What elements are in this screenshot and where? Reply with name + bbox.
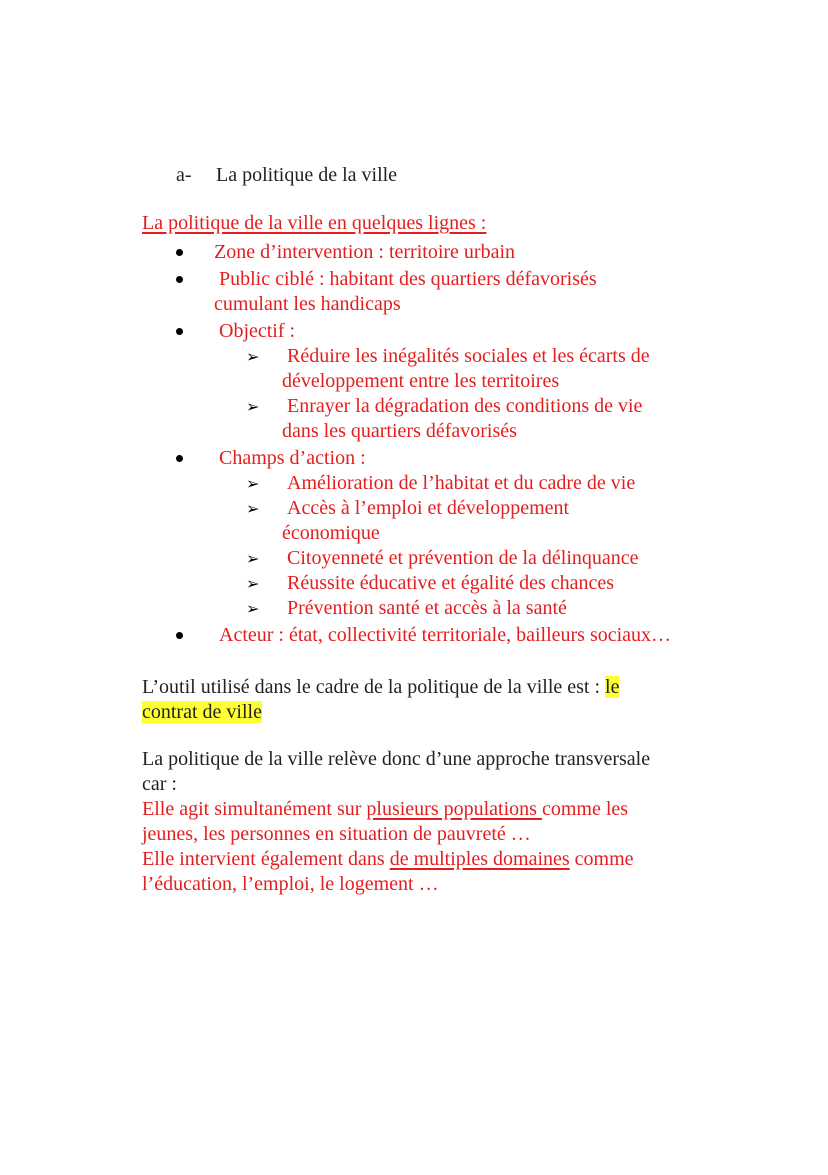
- populations-underlined: plusieurs populations: [366, 798, 542, 820]
- populations-text-after: comme les: [541, 798, 629, 820]
- arrowhead-icon: ➢: [246, 397, 260, 416]
- objectif-sublist: [214, 344, 828, 444]
- sub-item-line1: Prévention santé et accès à la santé: [287, 597, 567, 619]
- sub-item: [214, 471, 662, 496]
- domaines-underlined: de multiples domaines: [389, 848, 570, 870]
- populations-text-line2: jeunes, les personnes en situation de pauvreté …: [142, 823, 531, 845]
- transversal-paragraph: [142, 747, 702, 897]
- bullet-dot-icon: [176, 455, 183, 462]
- sub-item-line1: Accès à l’emploi et développement: [287, 497, 570, 519]
- bullet-text-line1: Objectif :: [219, 320, 296, 342]
- bullet-text-line1: Public ciblé : habitant des quartiers défavorisés: [219, 268, 597, 290]
- bullet-dot-icon: [176, 276, 183, 283]
- sub-item-line2: développement entre les territoires: [282, 370, 560, 392]
- bullet-zone: [0, 240, 828, 265]
- sub-item: [214, 571, 662, 596]
- sub-item: [214, 394, 662, 444]
- arrowhead-icon: ➢: [246, 574, 260, 593]
- domaines-text-before: Elle intervient également dans: [142, 848, 390, 870]
- sub-item-line1: Amélioration de l’habitat et du cadre de vie: [287, 472, 636, 494]
- sub-item-line1: Citoyenneté et prévention de la délinquance: [287, 547, 639, 569]
- sub-item-line1: Réduire les inégalités sociales et les écarts de: [287, 345, 650, 367]
- transversal-line1: La politique de la ville relève donc d’une approche transversale: [142, 748, 651, 770]
- section-heading: [176, 164, 397, 187]
- bullet-acteur: [0, 623, 828, 648]
- arrowhead-icon: ➢: [246, 347, 260, 366]
- tool-paragraph: [142, 675, 702, 725]
- bullet-text: Zone d’intervention : territoire urbain: [214, 241, 516, 263]
- domaines-text-line2: l’éducation, l’emploi, le logement …: [142, 873, 439, 895]
- bullet-text-line2: cumulant les handicaps: [214, 293, 401, 315]
- sub-item: [214, 344, 662, 394]
- section-letter: a-: [176, 164, 192, 186]
- bullet-text: [214, 267, 644, 317]
- arrowhead-icon: ➢: [246, 499, 260, 518]
- section-title: La politique de la ville: [216, 164, 398, 186]
- bullet-text-line1: Champs d’action :: [219, 447, 366, 469]
- sub-item-line2: dans les quartiers défavorisés: [282, 420, 517, 442]
- populations-paragraph: [142, 798, 628, 845]
- summary-bullet-list: [0, 240, 828, 648]
- domaines-paragraph: [142, 848, 634, 895]
- bullet-champs: [0, 446, 828, 621]
- transversal-line2: car :: [142, 773, 177, 795]
- bullet-text-line1: Acteur : état, collectivité territoriale, bailleurs sociaux…: [219, 624, 672, 646]
- tool-text: L’outil utilisé dans le cadre de la politique de la ville est :: [142, 676, 606, 698]
- bullet-text: [214, 446, 644, 471]
- bullet-dot-icon: [176, 632, 183, 639]
- bullet-dot-icon: [176, 328, 183, 335]
- champs-sublist: [214, 471, 828, 621]
- bullet-text: [214, 319, 644, 344]
- sub-item-line2: économique: [282, 522, 380, 544]
- sub-item-line1: Réussite éducative et égalité des chances: [287, 572, 615, 594]
- arrowhead-icon: ➢: [246, 474, 260, 493]
- tool-highlight-part2: contrat de ville: [142, 701, 262, 723]
- arrowhead-icon: ➢: [246, 599, 260, 618]
- sub-item: [214, 596, 662, 621]
- sub-item: [214, 546, 662, 571]
- tool-highlight-part1: le: [605, 676, 620, 698]
- sub-item-line1: Enrayer la dégradation des conditions de vie: [287, 395, 643, 417]
- populations-text-before: Elle agit simultanément sur: [142, 798, 367, 820]
- bullet-objectif: [0, 319, 828, 444]
- domaines-text-after: comme: [569, 848, 634, 870]
- bullet-text: [214, 623, 694, 648]
- summary-title: La politique de la ville en quelques lignes :: [142, 212, 487, 234]
- bullet-public: [0, 267, 828, 317]
- arrowhead-icon: ➢: [246, 549, 260, 568]
- sub-item: [214, 496, 662, 546]
- bullet-dot-icon: [176, 249, 183, 256]
